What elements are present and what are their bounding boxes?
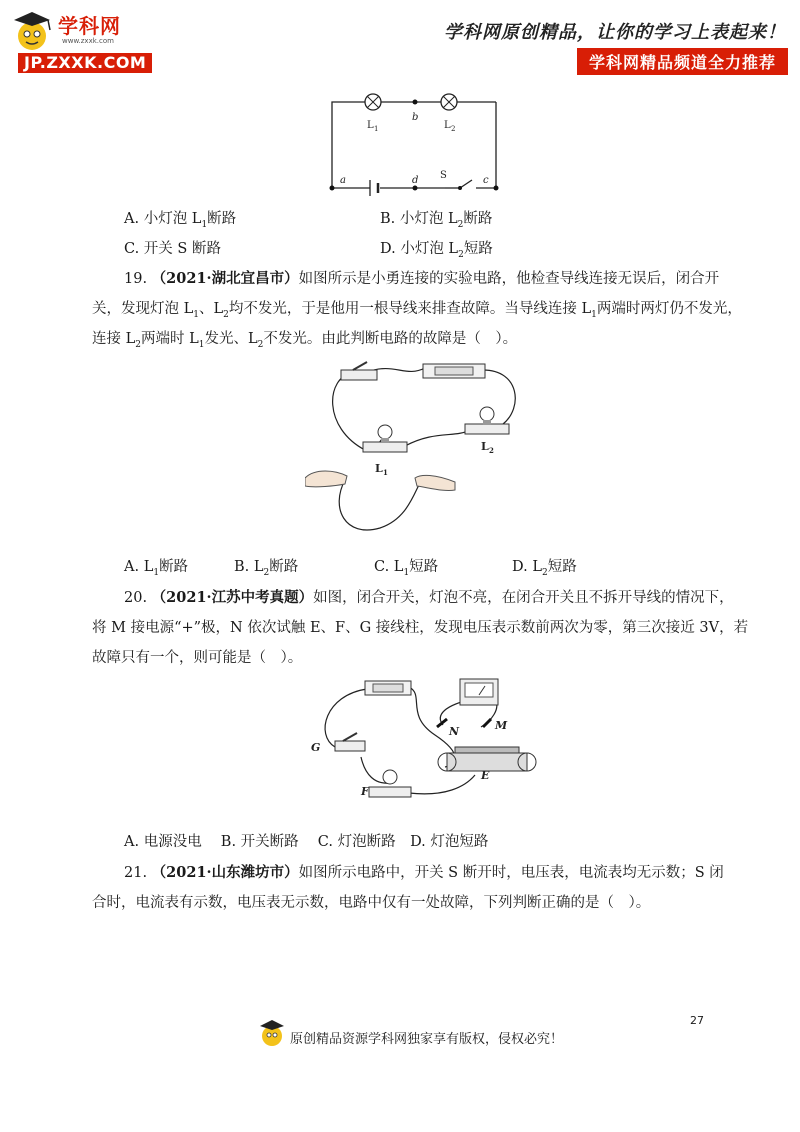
q19-option-a: A. $L_1$断路 xyxy=(124,559,189,578)
lamp-l1-icon xyxy=(363,425,407,452)
q19-line-1: 19. （2021·湖北宜昌市）如图所示是小勇连接的实验电路，他检查导线连接无误后，闭合开 xyxy=(124,270,720,287)
fig-label-g: G xyxy=(311,741,321,754)
q19-option-b: B. $L_2$断路 xyxy=(234,559,299,578)
q20-line-1: 20. （2021·江苏中考真题）如图，闭合开关，灯泡不亮，在闭合开关且不拆开导线的情况下， xyxy=(124,589,734,606)
svg-text:2: 2 xyxy=(489,446,494,455)
q18-option-d: D. 小灯泡 $L_2$短路 xyxy=(380,241,493,260)
q20-line-2: 将 M 接电源“+”极，N 依次试触 E、F、G 接线柱，发现电压表示数前两次为零，第三次接近 3V，若 xyxy=(92,620,749,636)
circuit-diagram-1 xyxy=(320,90,510,200)
q21-line-1: 21. （2021·山东潍坊市）如图所示电路中，开关 S 断开时，电压表，电流表均无示数；S 闭 xyxy=(124,864,724,881)
battery-holder-icon xyxy=(423,364,485,378)
lamp-l2-icon xyxy=(465,407,509,434)
q18-option-c: C. 开关 S 断路 xyxy=(124,241,221,257)
footer-mascot-icon xyxy=(258,1018,286,1048)
fig-label-l1: L xyxy=(375,462,383,475)
q19-experiment-figure xyxy=(305,358,535,548)
label-l2: L xyxy=(444,120,451,131)
label-b: b xyxy=(412,112,419,123)
lamp-l1-icon xyxy=(365,94,381,110)
probe-m-icon xyxy=(483,719,491,727)
label-a: a xyxy=(340,175,346,186)
mascot-icon xyxy=(10,10,60,56)
label-l1: L xyxy=(367,120,374,131)
q20-experiment-figure xyxy=(305,675,545,810)
hand-left-icon xyxy=(305,471,347,487)
q18-option-a: A. 小灯泡 $L_1$断路 xyxy=(124,211,237,230)
battery-icon xyxy=(370,180,378,196)
q19-line-3: 连接 $L_2$两端时 $L_1$发光、$L_2$不发光。由此判断电路的故障是（ ）。 xyxy=(92,331,518,350)
probe-n-icon xyxy=(437,719,447,727)
header-channel-banner: 学科网精品频道全力推荐 xyxy=(577,48,788,75)
q19-line-2: 关，发现灯泡 $L_1$、$L_2$均不发光，于是他用一根导线来排查故障。当导线连接 $L_1$两端时两灯仍不发光， xyxy=(92,301,742,320)
fig-label-m: M xyxy=(495,719,508,732)
svg-text:1: 1 xyxy=(383,468,388,477)
q18-option-b: B. 小灯泡 $L_2$断路 xyxy=(380,211,493,230)
fig-label-l2: L xyxy=(481,440,489,453)
logo-url: www.zxxk.com xyxy=(62,37,114,45)
svg-text:1: 1 xyxy=(374,125,379,133)
switch-icon xyxy=(341,362,377,380)
footer-copyright: 原创精品资源学科网独家享有版权，侵权必究！ xyxy=(290,1032,564,1047)
lamp-l2-icon xyxy=(441,94,457,110)
label-c: c xyxy=(483,175,489,186)
q20-line-3: 故障只有一个，则可能是（ ）。 xyxy=(92,650,303,666)
q21-line-2: 合时，电流表有示数，电压表无示数，电路中仅有一处故障，下列判断正确的是（ ）。 xyxy=(92,895,651,911)
battery-holder-icon xyxy=(365,681,411,695)
fig-label-n: N xyxy=(449,725,460,738)
logo-domain: JP.ZXXK.COM xyxy=(18,53,152,73)
fig-label-e: E xyxy=(481,769,490,782)
logo-text: 学科网 xyxy=(58,14,121,38)
fig-label-f: F xyxy=(361,785,369,798)
header-slogan: 学科网原创精品，让你的学习上表起来！ xyxy=(444,22,786,43)
q19-option-d: D. $L_2$短路 xyxy=(512,559,577,578)
q20-options: A. 电源没电 B. 开关断路 C. 灯泡断路 D. 灯泡短路 xyxy=(124,834,489,850)
label-d: d xyxy=(412,175,419,186)
svg-text:2: 2 xyxy=(451,125,456,133)
page-number: 27 xyxy=(690,1014,704,1027)
hand-right-icon xyxy=(415,475,455,490)
switch-icon xyxy=(335,733,365,751)
lamp-icon xyxy=(369,770,411,797)
voltmeter-icon xyxy=(460,679,498,705)
q19-option-c: C. $L_1$短路 xyxy=(374,559,439,578)
label-s: S xyxy=(440,170,447,181)
